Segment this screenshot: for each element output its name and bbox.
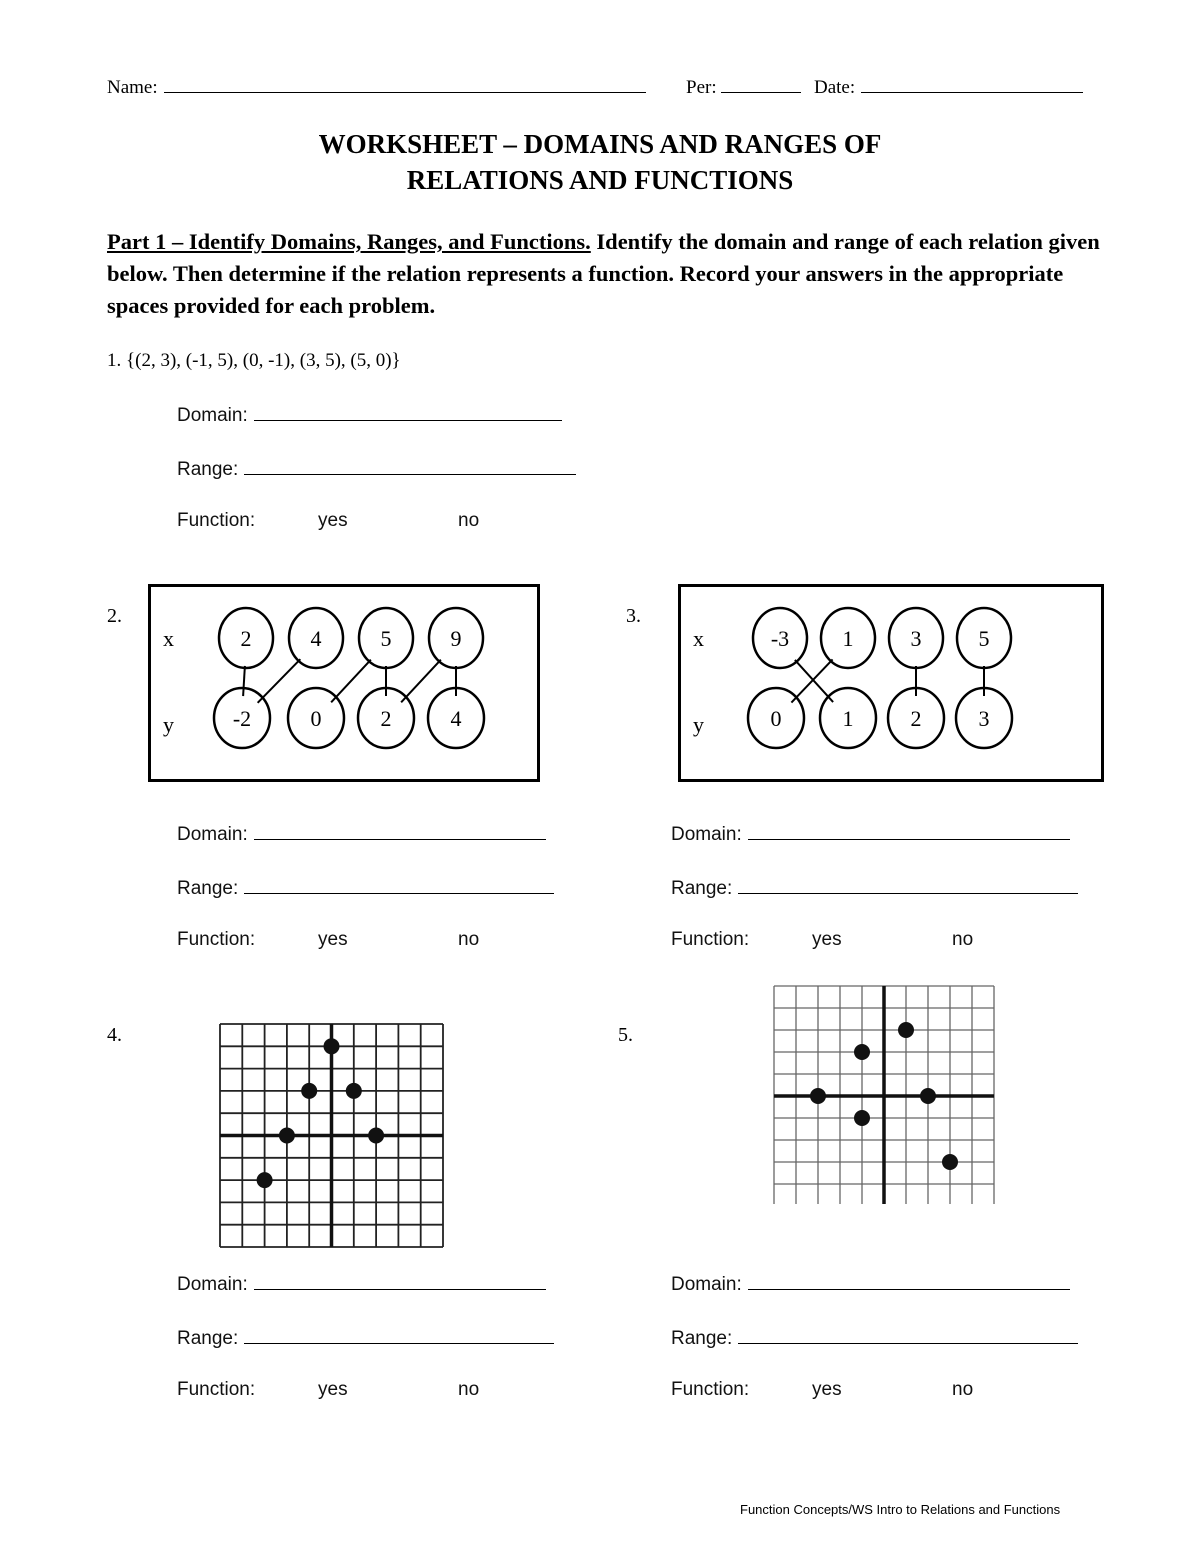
data-point: [854, 1110, 870, 1126]
x-row-label: x: [693, 626, 704, 651]
domain-label: Domain:: [671, 1274, 742, 1295]
function-label-2: Function:: [177, 929, 256, 950]
range-value: 2: [910, 706, 922, 731]
domain-value: 1: [842, 626, 854, 651]
date-label: Date:: [814, 77, 856, 98]
domain-value: 3: [910, 626, 922, 651]
x-row-label: x: [163, 626, 174, 651]
data-point: [854, 1044, 870, 1060]
problem-4-number: 4.: [107, 1024, 122, 1046]
graph-4: [218, 1022, 448, 1248]
function-label-3: Function:: [671, 929, 750, 950]
range-label: Range:: [177, 459, 239, 480]
domain-field-1[interactable]: [177, 402, 562, 427]
data-point: [920, 1088, 936, 1104]
domain-field-4[interactable]: [177, 1271, 546, 1296]
data-point: [301, 1083, 317, 1099]
instructions-text: Identify the domain and range of each relation given below. Then determine if the relation represents a function. Record your answers in the appropriate spaces provided for each problem.: [107, 229, 1100, 318]
range-value: 3: [978, 706, 990, 731]
function-label-4: Function:: [177, 1379, 256, 1400]
part-label: Part 1 – Identify Domains, Ranges, and Functions.: [107, 229, 591, 254]
data-point: [368, 1128, 384, 1144]
range-field-5[interactable]: [671, 1325, 1078, 1350]
domain-value: 5: [380, 626, 392, 651]
domain-value: 9: [450, 626, 462, 651]
yes-option-2[interactable]: yes: [318, 929, 348, 950]
domain-label: Domain:: [177, 824, 248, 845]
mapping-arrow-line: [401, 660, 441, 703]
mapping-diagram-3: [678, 584, 1104, 782]
range-value: 2: [380, 706, 392, 731]
mapping-arrow-line: [243, 666, 245, 696]
diagram-border: [150, 586, 539, 781]
range-field-1[interactable]: [177, 456, 576, 481]
data-point: [346, 1083, 362, 1099]
footer: Function Concepts/WS Intro to Relations and Functions: [740, 1502, 1061, 1517]
y-row-label: y: [163, 712, 174, 737]
domain-field-2[interactable]: [177, 821, 546, 846]
graph-5: [772, 984, 996, 1204]
problem-1: 1. {(2, 3), (-1, 5), (0, -1), (3, 5), (5, 0)}: [107, 350, 401, 371]
mapping-arrow-line: [258, 659, 301, 703]
data-point: [324, 1038, 340, 1054]
problem-5-number: 5.: [618, 1024, 633, 1046]
problem-3-number: 3.: [626, 605, 641, 627]
y-row-label: y: [693, 712, 704, 737]
range-field-4[interactable]: [177, 1325, 554, 1350]
data-point: [942, 1154, 958, 1170]
domain-label: Domain:: [177, 1274, 248, 1295]
range-value: 1: [842, 706, 854, 731]
range-label: Range:: [177, 878, 239, 899]
data-point: [257, 1172, 273, 1188]
title-line-1: WORKSHEET – DOMAINS AND RANGES OF: [318, 129, 882, 159]
range-field-3[interactable]: [671, 875, 1078, 900]
yes-option-3[interactable]: yes: [812, 929, 842, 950]
range-field-2[interactable]: [177, 875, 554, 900]
range-value: 0: [770, 706, 782, 731]
range-label: Range:: [671, 878, 733, 899]
no-option-4[interactable]: no: [458, 1379, 480, 1400]
range-value: -2: [232, 706, 252, 731]
title-line-2: RELATIONS AND FUNCTIONS: [406, 165, 794, 195]
domain-field-3[interactable]: [671, 821, 1070, 846]
range-value: 0: [310, 706, 322, 731]
name-field[interactable]: [107, 74, 646, 99]
data-point: [810, 1088, 826, 1104]
range-value: 4: [450, 706, 462, 731]
no-option-1[interactable]: no: [458, 510, 480, 531]
domain-field-5[interactable]: [671, 1271, 1070, 1296]
domain-label: Domain:: [177, 405, 248, 426]
function-label-1: Function:: [177, 510, 256, 531]
range-label: Range:: [671, 1328, 733, 1349]
date-field[interactable]: [814, 74, 1083, 99]
yes-option-4[interactable]: yes: [318, 1379, 348, 1400]
data-point: [279, 1128, 295, 1144]
problem-2-number: 2.: [107, 605, 122, 627]
domain-value: 4: [310, 626, 322, 651]
yes-option-1[interactable]: yes: [318, 510, 348, 531]
mapping-diagram-2: [148, 584, 540, 782]
function-label-5: Function:: [671, 1379, 750, 1400]
no-option-5[interactable]: no: [952, 1379, 974, 1400]
domain-value: 2: [240, 626, 252, 651]
yes-option-5[interactable]: yes: [812, 1379, 842, 1400]
no-option-3[interactable]: no: [952, 929, 974, 950]
data-point: [898, 1022, 914, 1038]
per-field[interactable]: [686, 74, 801, 99]
domain-value: -3: [770, 626, 790, 651]
mapping-arrow-line: [331, 660, 371, 703]
range-label: Range:: [177, 1328, 239, 1349]
name-label: Name:: [107, 77, 158, 98]
per-label: Per:: [686, 77, 717, 98]
relation-set: {(2, 3), (-1, 5), (0, -1), (3, 5), (5, 0)}: [126, 350, 401, 371]
no-option-2[interactable]: no: [458, 929, 480, 950]
instructions: [107, 226, 1107, 322]
domain-label: Domain:: [671, 824, 742, 845]
diagram-border: [680, 586, 1103, 781]
domain-value: 5: [978, 626, 990, 651]
